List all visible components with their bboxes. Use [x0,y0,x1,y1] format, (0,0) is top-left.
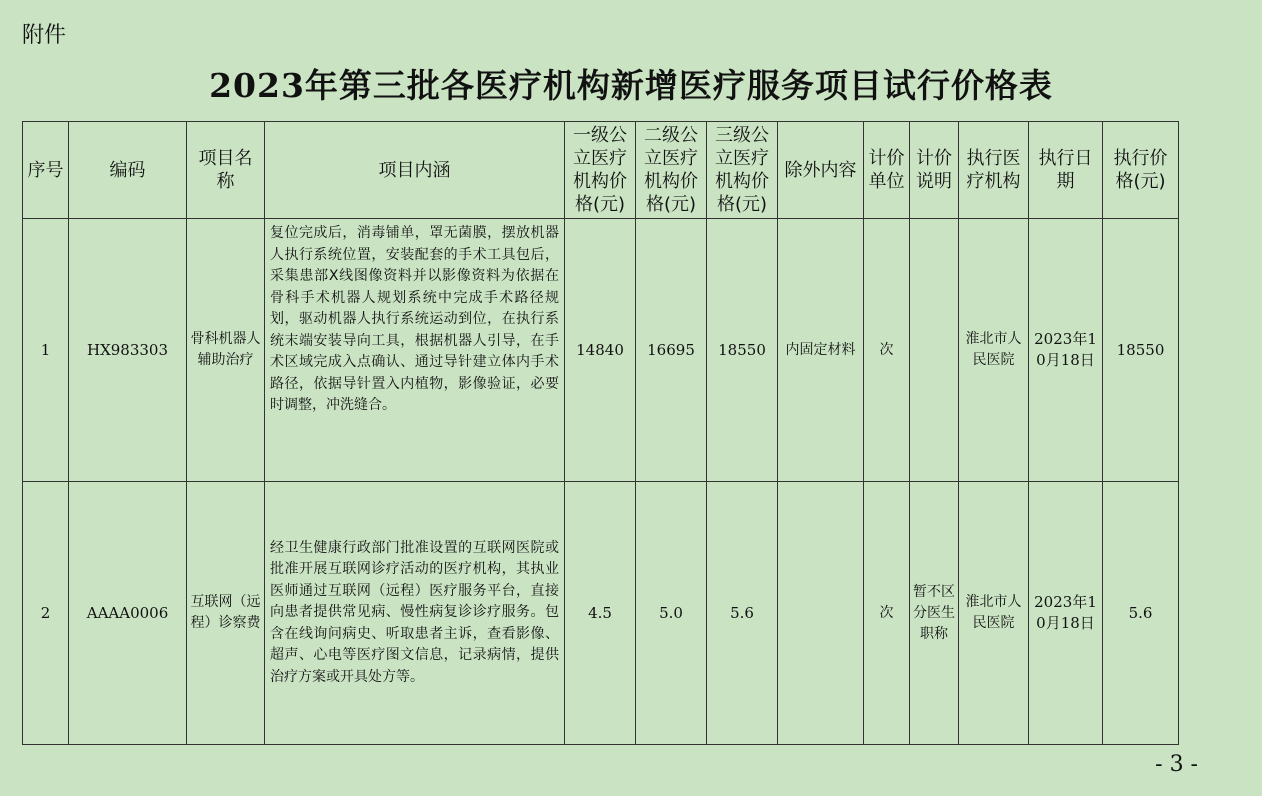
header-exec-price: 执行价格(元) [1103,122,1179,219]
table-row [23,219,1179,482]
cell-code: AAAA0006 [69,482,187,745]
header-row [23,122,1179,219]
cell-unit: 次 [864,482,910,745]
page-title: 2023年第三批各医疗机构新增医疗服务项目试行价格表 [209,66,1053,105]
header-institution: 执行医疗机构 [959,122,1029,219]
cell-exec-price: 18550 [1103,219,1179,482]
cell-price2: 5.0 [636,482,707,745]
table-row [23,482,1179,745]
cell-institution: 淮北市人民医院 [959,219,1029,482]
cell-name: 互联网（远程）诊察费 [187,482,265,745]
header-price2: 二级公立医疗机构价格(元) [636,122,707,219]
cell-exclude: 内固定材料 [778,219,864,482]
cell-content: 经卫生健康行政部门批准设置的互联网医院或批准开展互联网诊疗活动的医疗机构，其执业医师通过互联网（远程）医疗服务平台，直接向患者提供常见病、慢性病复诊诊疗服务。包含在线询问病史、听取患者主诉，查看影像、超声、心电等医疗图文信息，记录病情，提供治疗方案或开具处方等。 [265,482,565,745]
cell-date: 2023年10月18日 [1029,482,1103,745]
header-unit: 计价单位 [864,122,910,219]
cell-price3: 18550 [707,219,778,482]
cell-no: 2 [23,482,69,745]
header-price3: 三级公立医疗机构价格(元) [707,122,778,219]
cell-unit: 次 [864,219,910,482]
cell-exclude [778,482,864,745]
cell-institution: 淮北市人民医院 [959,482,1029,745]
header-code: 编码 [69,122,187,219]
cell-price2: 16695 [636,219,707,482]
attachment-label: 附件 [22,23,67,48]
cell-note: 暂不区分医生职称 [910,482,959,745]
cell-price3: 5.6 [707,482,778,745]
cell-code: HX983303 [69,219,187,482]
header-price1: 一级公立医疗机构价格(元) [565,122,636,219]
cell-exec-price: 5.6 [1103,482,1179,745]
header-no: 序号 [23,122,69,219]
cell-price1: 4.5 [565,482,636,745]
page-number: - 3 - [1155,752,1198,777]
cell-note [910,219,959,482]
cell-content: 复位完成后，消毒铺单，罩无菌膜，摆放机器人执行系统位置，安装配套的手术工具包后，采集患部X线图像资料并以影像资料为依据在骨科手术机器人规划系统中完成手术路径规划，驱动机器人执行系统运动到位，在执行系统末端安装导向工具，根据机器人引导，在手术区域完成入点确认、通过导针建立体内手术路径，依据导针置入内植物，影像验证，必要时调整，冲洗缝合。 [265,219,565,482]
header-name: 项目名称 [187,122,265,219]
cell-date: 2023年10月18日 [1029,219,1103,482]
header-exclude: 除外内容 [778,122,864,219]
cell-name: 骨科机器人辅助治疗 [187,219,265,482]
cell-price1: 14840 [565,219,636,482]
header-note: 计价说明 [910,122,959,219]
price-table [22,121,1179,745]
cell-no: 1 [23,219,69,482]
header-content: 项目内涵 [265,122,565,219]
header-date: 执行日期 [1029,122,1103,219]
